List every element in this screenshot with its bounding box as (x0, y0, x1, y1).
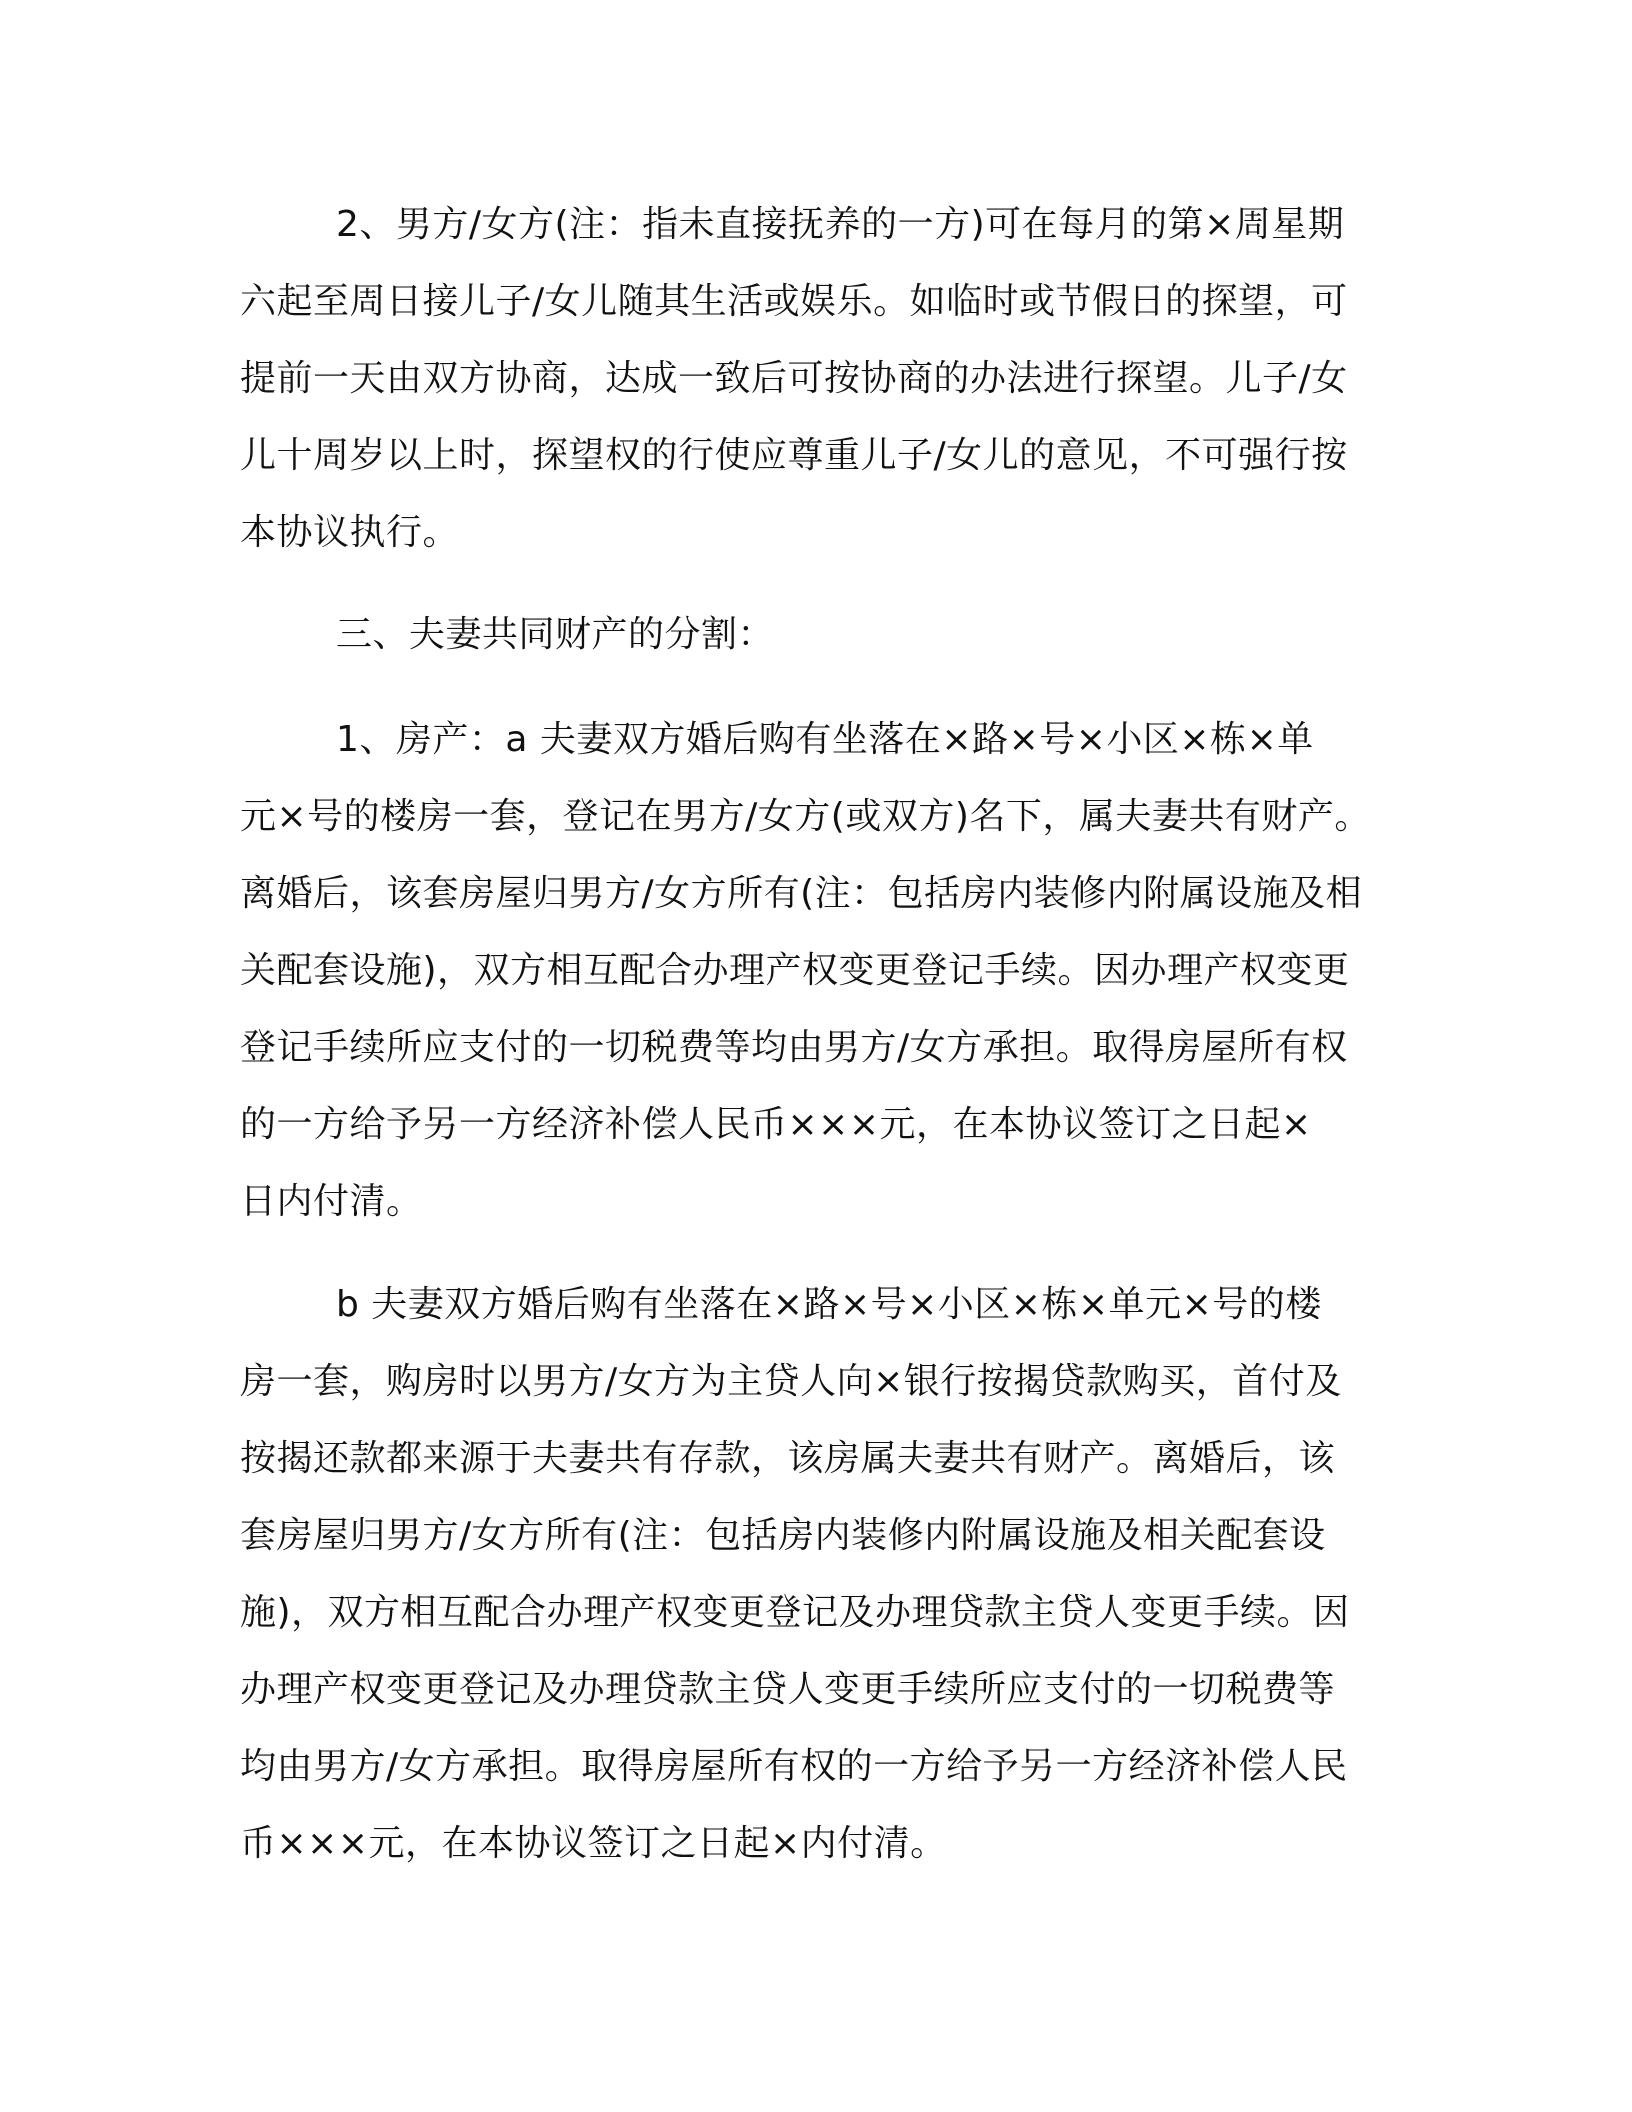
text-line: b 夫妻双方婚后购有坐落在×路×号×小区×栋×单元×号的楼 (336, 1284, 1322, 1325)
text-line: 元×号的楼房一套，登记在男方/女方(或双方)名下，属夫妻共有财产。 (240, 796, 1371, 837)
text-line: 2、男方/女方(注：指未直接抚养的一方)可在每月的第×周星期 (336, 204, 1345, 245)
heading-line: 三、夫妻共同财产的分割： (336, 614, 775, 655)
text-line: 按揭还款都来源于夫妻共有存款，该房属夫妻共有财产。离婚后，该 (240, 1438, 1336, 1479)
text-line: 六起至周日接儿子/女儿随其生活或娱乐。如临时或节假日的探望，可 (240, 281, 1348, 322)
text-line: 登记手续所应支付的一切税费等均由男方/女方承担。取得房屋所有权 (240, 1027, 1348, 1068)
text-line: 办理产权变更登记及办理贷款主贷人变更手续所应支付的一切税费等 (240, 1669, 1336, 1710)
text-line: 儿十周岁以上时，探望权的行使应尊重儿子/女儿的意见，不可强行按 (240, 435, 1348, 476)
text-line: 提前一天由双方协商，达成一致后可按协商的办法进行探望。儿子/女 (240, 358, 1348, 399)
text-line: 离婚后，该套房屋归男方/女方所有(注：包括房内装修内附属设施及相 (240, 873, 1363, 914)
text-line: 关配套设施)，双方相互配合办理产权变更登记手续。因办理产权变更 (240, 950, 1350, 991)
text-line: 1、房产：a 夫妻双方婚后购有坐落在×路×号×小区×栋×单 (336, 719, 1314, 760)
text-line: 施)，双方相互配合办理产权变更登记及办理贷款主贷人变更手续。因 (240, 1592, 1350, 1633)
paragraph-house-b (240, 1266, 1392, 1882)
text-line: 本协议执行。 (240, 512, 460, 553)
text-line: 套房屋归男方/女方所有(注：包括房内装修内附属设施及相关配套设 (240, 1515, 1326, 1556)
text-line: 均由男方/女方承担。取得房屋所有权的一方给予另一方经济补偿人民 (240, 1746, 1348, 1787)
text-line: 的一方给予另一方经济补偿人民币×××元，在本协议签订之日起× (240, 1104, 1312, 1145)
paragraph-visitation (240, 186, 1392, 571)
text-line: 币×××元，在本协议签订之日起×内付清。 (240, 1823, 947, 1864)
text-line: 房一套，购房时以男方/女方为主贷人向×银行按揭贷款购买，首付及 (240, 1361, 1342, 1402)
paragraph-house-a (240, 701, 1392, 1240)
section-heading-property (240, 596, 1392, 673)
text-line: 日内付清。 (240, 1181, 423, 1222)
